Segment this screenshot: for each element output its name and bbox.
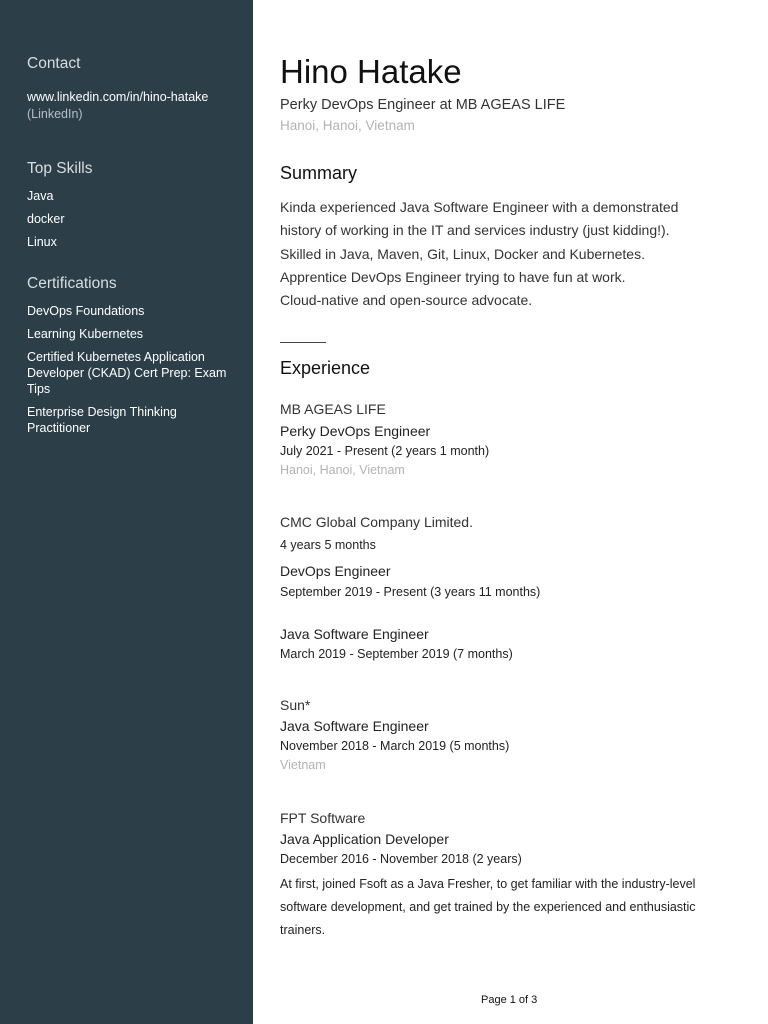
company-name: MB AGEAS LIFE	[280, 401, 386, 417]
job-dates: November 2018 - March 2019 (5 months)	[280, 739, 510, 753]
certification-item: Certified Kubernetes Application Developer (CKAD) Cert Prep: Exam Tips	[27, 350, 227, 396]
certifications-heading: Certifications	[27, 275, 117, 292]
summary-text	[280, 196, 740, 312]
skill-item: Linux	[27, 235, 57, 249]
summary-line: Cloud-native and open-source advocate.	[280, 292, 533, 309]
skill-item: Java	[27, 189, 54, 203]
job-location: Vietnam	[280, 758, 326, 772]
job-title: Java Software Engineer	[280, 626, 429, 642]
description-line: software development, and get trained by the experienced and enthusiastic	[280, 900, 696, 914]
certification-item: Learning Kubernetes	[27, 327, 144, 341]
certifications-section	[27, 275, 242, 443]
skill-item: docker	[27, 212, 65, 226]
linkedin-link[interactable]: www.linkedin.com/in/hino-hatake	[27, 90, 209, 104]
job-title: Java Application Developer	[280, 831, 449, 847]
job-dates: March 2019 - September 2019 (7 months)	[280, 647, 513, 661]
summary-line: Kinda experienced Java Software Engineer with a demonstrated	[280, 199, 679, 215]
summary-line: Apprentice DevOps Engineer trying to have fun at work.	[280, 268, 626, 285]
top-skills-section	[27, 160, 242, 257]
job-dates: September 2019 - Present (3 years 11 months)	[280, 585, 541, 599]
summary-heading: Summary	[280, 163, 358, 183]
company-name: CMC Global Company Limited.	[280, 514, 473, 530]
description-line: At first, joined Fsoft as a Java Fresher, to get familiar with the industry-level	[280, 877, 696, 891]
summary-line: history of working in the IT and services industry (just kidding!).	[280, 222, 670, 239]
profile-location: Hanoi, Hanoi, Vietnam	[280, 118, 415, 133]
job-title: Java Software Engineer	[280, 718, 429, 734]
company-name: FPT Software	[280, 810, 366, 826]
company-name: Sun*	[280, 697, 311, 713]
description-line: trainers.	[280, 923, 326, 937]
company-duration: 4 years 5 months	[280, 538, 376, 552]
certification-item: DevOps Foundations	[27, 304, 145, 318]
contact-section	[27, 55, 242, 123]
summary-line: Skilled in Java, Maven, Git, Linux, Docker and Kubernetes.	[280, 245, 645, 262]
section-divider	[280, 342, 326, 343]
profile-name: Hino Hatake	[280, 53, 462, 90]
job-description	[280, 873, 730, 942]
job-title: DevOps Engineer	[280, 563, 391, 579]
job-title: Perky DevOps Engineer	[280, 423, 431, 439]
top-skills-heading: Top Skills	[27, 160, 93, 177]
page-number: Page 1 of 3	[481, 994, 538, 1006]
profile-headline: Perky DevOps Engineer at MB AGEAS LIFE	[280, 97, 566, 113]
experience-heading: Experience	[280, 358, 371, 378]
contact-heading: Contact	[27, 55, 81, 72]
job-location: Hanoi, Hanoi, Vietnam	[280, 463, 405, 477]
certification-item: Enterprise Design Thinking Practitioner	[27, 405, 177, 435]
job-dates: July 2021 - Present (2 years 1 month)	[280, 444, 490, 458]
sidebar	[0, 0, 253, 1024]
job-dates: December 2016 - November 2018 (2 years)	[280, 852, 522, 866]
linkedin-label: (LinkedIn)	[27, 107, 83, 121]
